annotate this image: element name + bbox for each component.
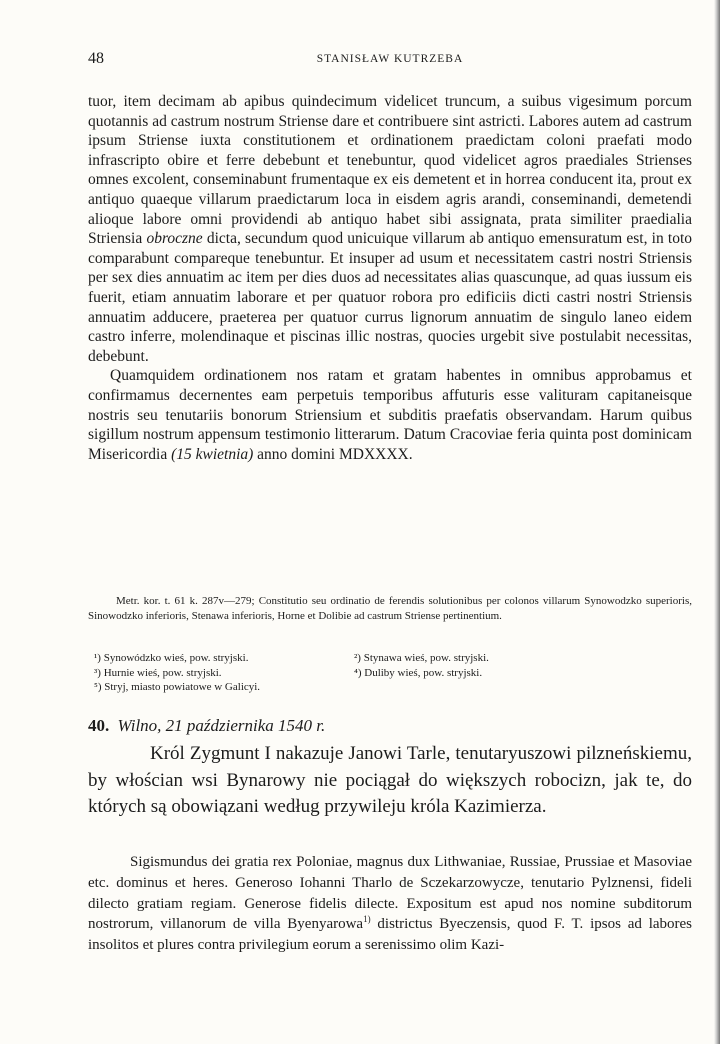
running-head: STANISŁAW KUTRZEBA <box>316 53 464 65</box>
document-place-date: Wilno, 21 października 1540 r. <box>117 716 326 735</box>
footnote-row-3 <box>94 680 654 695</box>
main-text <box>88 92 692 464</box>
source-note: Metr. kor. t. 61 k. 287v—279; Constitutio seu ordinatio de ferendis solutionibus per colonos villarum Synowodzko superioris, Sinowodzko inferioris, Stenawa inferioris, Horne et Dolibie ad castrum Striense pertinentium. <box>88 595 692 622</box>
footnote-1: ¹) Synowódzko wieś, pow. stryjski. <box>94 652 249 664</box>
footnote-row-1 <box>94 651 654 666</box>
date-gloss: (15 kwietnia) <box>171 445 254 463</box>
document-text-a: Sigismundus dei gratia rex Poloniae, magnus dux Lithwaniae, Russiae, Prussiae et Masoviae etc. dominus et heres. Generoso Iohanni Tharlo de Sczekarzowycze, tenutario Pylznensi, fideli dilecto gratiam regiam. Generose fidelis dilecte. Expositum est apud nos nomine subditorum nostrorum, villanorum de villa Byenyarowa <box>88 854 692 933</box>
footnote-3: ³) Hurnie wieś, pow. stryjski. <box>94 666 222 679</box>
paragraph-1 <box>88 92 692 366</box>
footnote-5: ⁵) Stryj, miasto powiatowe w Galicyi. <box>94 681 261 693</box>
footnotes <box>94 651 654 695</box>
italic-term: obroczne <box>146 230 203 248</box>
paragraph-1-text-a: tuor, item decimam ab apibus quindecimum videlicet truncum, a suibus vigesimum porcum quotannis ad castrum nostrum Striense dare et contribuere sint astricti. Labores autem ad castrum ipsum Striense iuxta constitutionem et ordinationem praedictam coloni praefati modo infrascripto obire et ferre debebunt et tenebuntur, quod videlicet agros praediales Strienses omnes excolent, conseminabunt frumentaque ex eis demetent et in horrea conducent ita, prout ex antiquo quaeque villarum praedictarum loca in eisdem agris arandi, conseminandi, demetendi alioque labore omni providendi ab antiquo habet sibi assignata, prata similiter praedialia Striensia <box>88 93 692 248</box>
footnote-4: ⁴) Duliby wieś, pow. stryjski. <box>354 666 483 679</box>
page-edge-shadow <box>714 0 720 1044</box>
paragraph-1-text-b: dicta, secundum quod unicuique villarum ab antiquo emensuratum est, in toto comparabunt compareque tenebuntur. Et insuper ad usum et necessitatem castri nostri Striensis per sex dies annuatim ac item per dies duos ad necessitates alias quascunque, ad quas iussum eis fuerit, etiam annuatim laborare et per quatuor robora pro edificiis dicti castri nostri Striensis annuatim adducere, praeterea per quatuor currus lignorum annuatim de singulo laneo eidem castro inferre, molendinaque et piscinas illic nostras, quocies urgebit sive postulabit necessitas, debebunt. <box>88 230 693 365</box>
document-heading <box>88 715 692 737</box>
paragraph-2 <box>88 366 692 464</box>
footnote-row-2 <box>94 666 654 681</box>
footnote-2: ²) Stynawa wieś, pow. stryjski. <box>354 652 489 664</box>
document-text-b: districtus Byeczensis, quod F. T. ipsos ad labores insolitos et plures contra privilegium eorum a serenissimo olim Kazi- <box>88 916 693 954</box>
paragraph-2-text-a: Quamquidem ordinationem nos ratam et gratam habentes in omnibus approbamus et confirmamus decernentes eam perpetuis temporibus affuturis esse valituram capitaneisque nostris seu tenutariis bonorum Striensium et subditis praefatis observandam. Harum quibus sigillum nostrum appensum testimonio litterarum. Datum Cracoviae feria quinta post dominicam Misericordia <box>88 367 692 463</box>
footnote-reference: 1) <box>363 914 371 925</box>
document-text <box>88 852 692 956</box>
page-number: 48 <box>88 50 104 67</box>
document-number: 40. <box>88 716 110 735</box>
paragraph-2-text-b: anno domini MDXXXX. <box>257 445 413 463</box>
page-header <box>88 50 692 70</box>
document-summary: Król Zygmunt I nakazuje Janowi Tarle, tenutaryuszowi pilzneńskiemu, by włościan wsi Bynarowy nie pociągał do większych robocizn, jak te, do których są obowiązani według przywileju króla Kazimierza. <box>88 743 692 817</box>
